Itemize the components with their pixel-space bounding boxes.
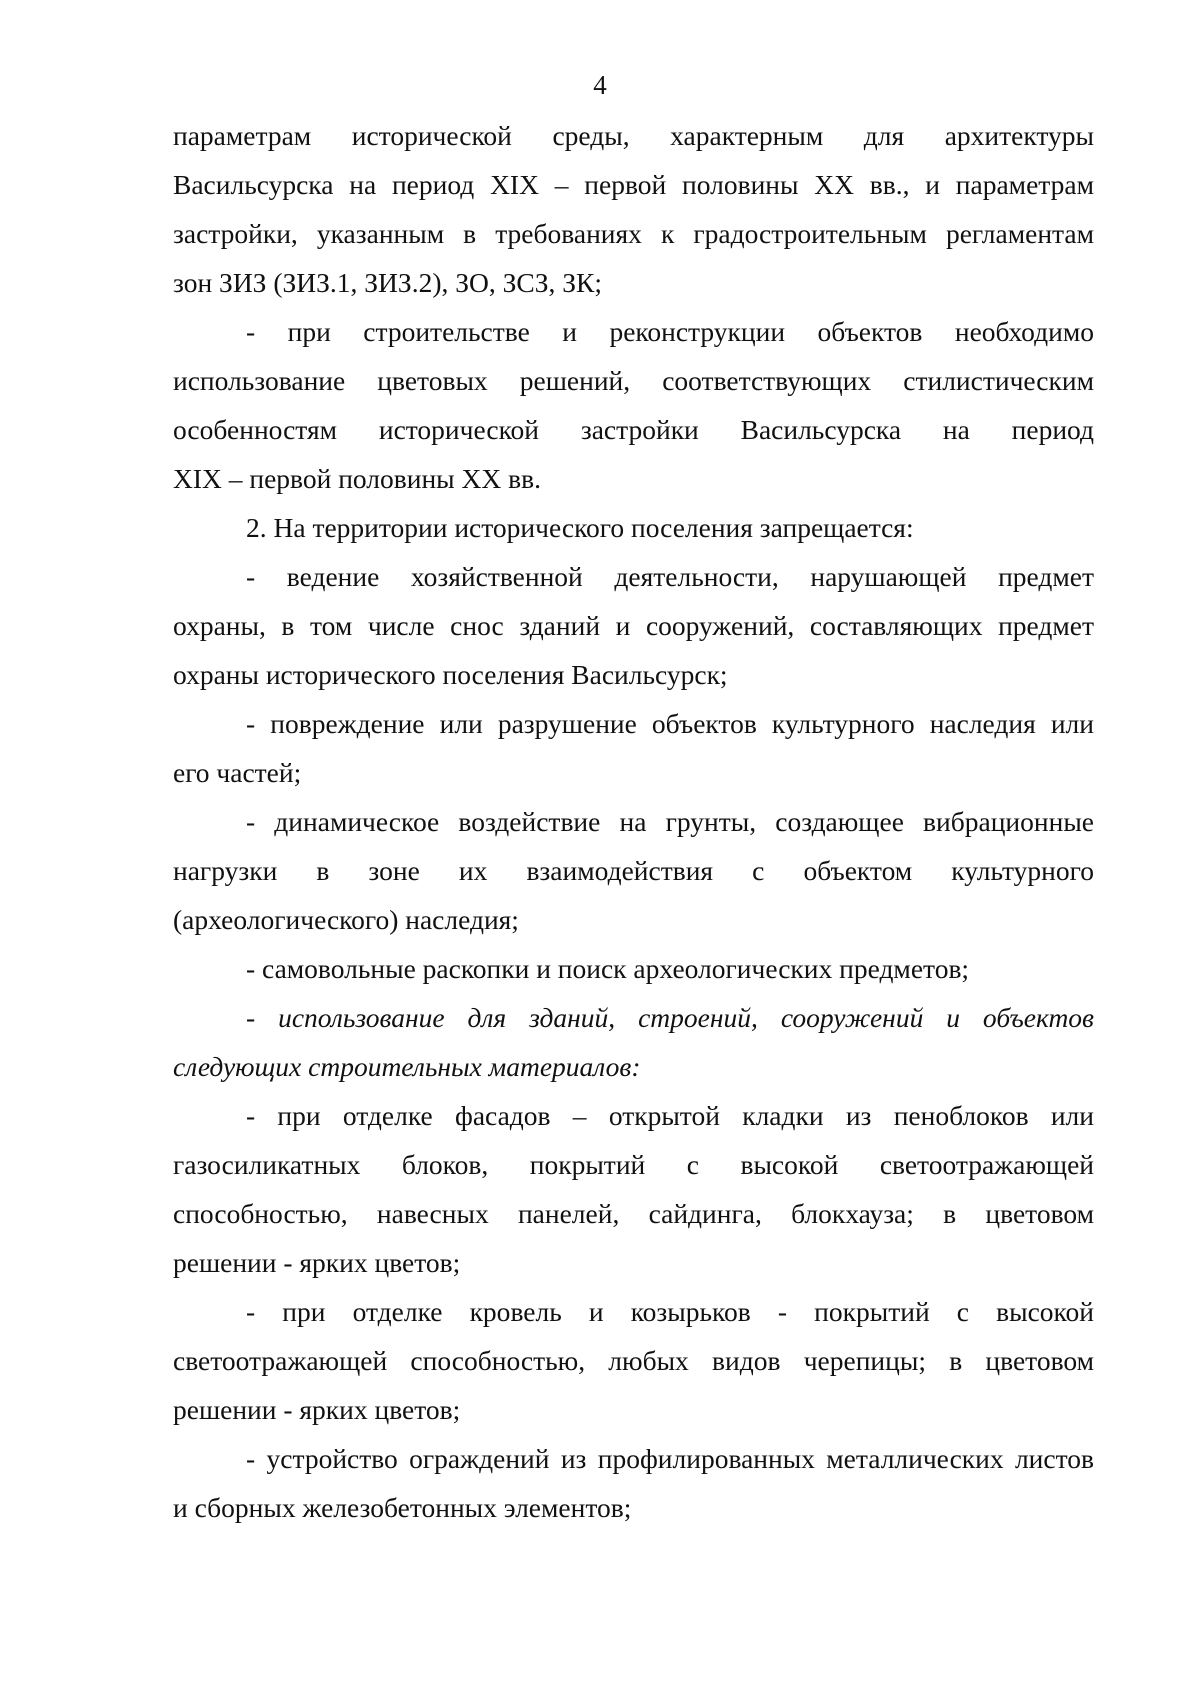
text-line: решении - ярких цветов; bbox=[173, 1247, 461, 1278]
text-line: - повреждение или разрушение объектов культурного наследия или bbox=[246, 708, 1094, 739]
text-line: зон ЗИЗ (ЗИЗ.1, ЗИЗ.2), ЗО, ЗСЗ, ЗК; bbox=[173, 267, 603, 298]
text-line: параметрам исторической среды, характерным для архитектуры bbox=[173, 120, 1094, 151]
text-line: - ведение хозяйственной деятельности, нарушающей предмет bbox=[246, 561, 1094, 592]
text-line: следующих строительных материалов: bbox=[173, 1051, 641, 1082]
text-line: - динамическое воздействие на грунты, создающее вибрационные bbox=[246, 806, 1094, 837]
text-line: Васильсурска на период XIX – первой половины XX вв., и параметрам bbox=[173, 169, 1094, 200]
text-line: способностью, навесных панелей, сайдинга, блокхауза; в цветовом bbox=[173, 1198, 1094, 1229]
text-line: - устройство ограждений из профилированных металлических листов bbox=[246, 1443, 1094, 1474]
text-line: его частей; bbox=[173, 757, 302, 788]
text-line: газосиликатных блоков, покрытий с высокой светоотражающей bbox=[173, 1149, 1094, 1180]
text-line: решении - ярких цветов; bbox=[173, 1394, 461, 1425]
text-line: - при строительстве и реконструкции объектов необходимо bbox=[246, 316, 1094, 347]
text-line: - при отделке кровель и козырьков - покрытий с высокой bbox=[246, 1296, 1094, 1327]
text-line: 2. На территории исторического поселения запрещается: bbox=[246, 512, 914, 543]
text-line: XIX – первой половины XX вв. bbox=[173, 463, 541, 494]
text-line: - самовольные раскопки и поиск археологических предметов; bbox=[246, 953, 970, 984]
document-body bbox=[173, 111, 1094, 1532]
page-number: 4 bbox=[593, 70, 607, 100]
text-line: охраны исторического поселения Васильсурск; bbox=[173, 659, 728, 690]
text-line: (археологического) наследия; bbox=[173, 904, 519, 935]
text-line: - при отделке фасадов – открытой кладки из пеноблоков или bbox=[246, 1100, 1094, 1131]
text-line: застройки, указанным в требованиях к градостроительным регламентам bbox=[173, 218, 1094, 249]
text-line: использование цветовых решений, соответствующих стилистическим bbox=[173, 365, 1094, 396]
text-line: нагрузки в зоне их взаимодействия с объектом культурного bbox=[173, 855, 1094, 886]
text-line: светоотражающей способностью, любых видов черепицы; в цветовом bbox=[173, 1345, 1094, 1376]
text-line: и сборных железобетонных элементов; bbox=[173, 1492, 632, 1523]
text-line: охраны, в том числе снос зданий и сооружений, составляющих предмет bbox=[173, 610, 1094, 641]
text-line: особенностям исторической застройки Васильсурска на период bbox=[173, 414, 1094, 445]
text-line: - использование для зданий, строений, сооружений и объектов bbox=[246, 1002, 1094, 1033]
